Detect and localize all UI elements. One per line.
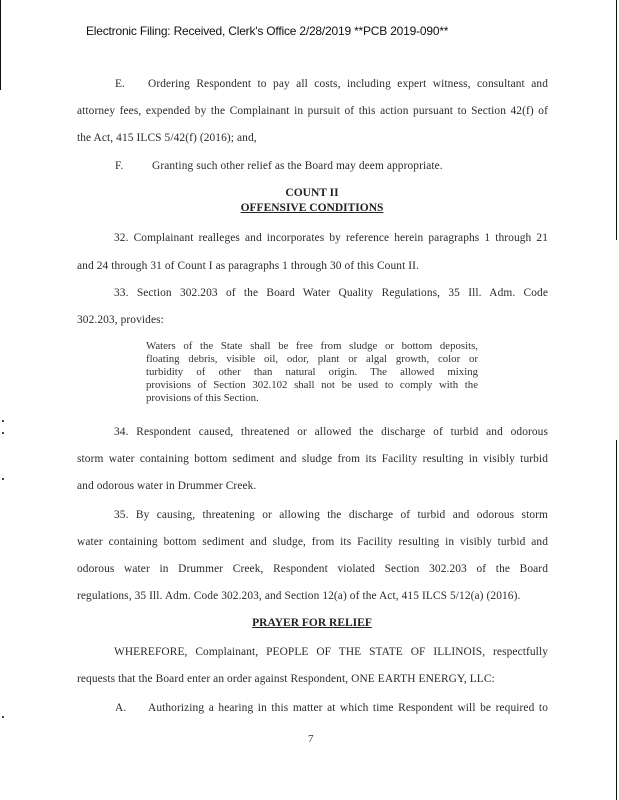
count-title: COUNT II [285,187,339,199]
margin-mark [2,716,4,718]
paragraph-line: water containing bottom sediment and sludge, from its Facility resulting in visibly turbid and [77,536,548,548]
left-margin-line [0,0,1,90]
paragraph-line: and 24 through 31 of Count I as paragraphs 1 through 30 of this Count II. [77,260,420,272]
quote-line: turbidity of other than natural origin. The allowed mixing [146,366,478,378]
count-subtitle: OFFENSIVE CONDITIONS [240,202,384,214]
item-text-line: Ordering Respondent to pay all costs, including expert witness, consultant and [148,78,548,90]
paragraph-line: 33. Section 302.203 of the Board Water Quality Regulations, 35 Ill. Adm. Code [114,287,548,299]
paragraph-line: 34. Respondent caused, threatened or allowed the discharge of turbid and odorous [114,426,548,438]
quote-line: floating debris, visible oil, odor, plant or algal growth, color or [146,353,478,365]
quote-line: provisions of this Section. [146,392,259,404]
paragraph-line: 35. By causing, threatening or allowing the discharge of turbid and odorous storm [114,509,548,521]
item-text-line: the Act, 415 ILCS 5/42(f) (2016); and, [77,132,257,144]
paragraph-line: 302.203, provides: [77,314,164,326]
paragraph-line: WHEREFORE, Complainant, PEOPLE OF THE STATE OF ILLINOIS, respectfully [114,646,548,658]
right-margin-line-lower [616,440,617,800]
item-letter: F. [115,160,124,172]
right-margin-line [616,0,617,240]
item-letter: E. [115,78,126,90]
quote-line: provisions of Section 302.102 shall not be used to comply with the [146,379,478,391]
prayer-title: PRAYER FOR RELIEF [252,617,372,629]
margin-mark [2,420,4,422]
margin-mark [2,478,4,480]
paragraph-line: requests that the Board enter an order against Respondent, ONE EARTH ENERGY, LLC: [77,673,495,685]
paragraph-line: and odorous water in Drummer Creek. [77,480,257,492]
paragraph-line: storm water containing bottom sediment and sludge from its Facility resulting in visibly turbid [77,453,548,465]
margin-mark [2,432,4,434]
item-letter: A. [115,702,127,714]
item-text-line: Authorizing a hearing in this matter at which time Respondent will be required to [148,702,548,714]
paragraph-line: 32. Complainant realleges and incorporates by reference herein paragraphs 1 through 21 [114,232,548,244]
filing-header: Electronic Filing: Received, Clerk's Office 2/28/2019 **PCB 2019-090** [86,24,449,38]
paragraph-line: odorous water in Drummer Creek, Respondent violated Section 302.203 of the Board [77,563,548,575]
paragraph-line: regulations, 35 Ill. Adm. Code 302.203, and Section 12(a) of the Act, 415 ILCS 5/12(a) (2016). [77,590,521,602]
block-quote [146,340,478,405]
item-text-line: attorney fees, expended by the Complainant in pursuit of this action pursuant to Section 42(f) of [77,105,548,117]
item-text-line: Granting such other relief as the Board may deem appropriate. [152,160,443,172]
page-number: 7 [308,733,314,745]
quote-line: Waters of the State shall be free from sludge or bottom deposits, [146,340,478,352]
